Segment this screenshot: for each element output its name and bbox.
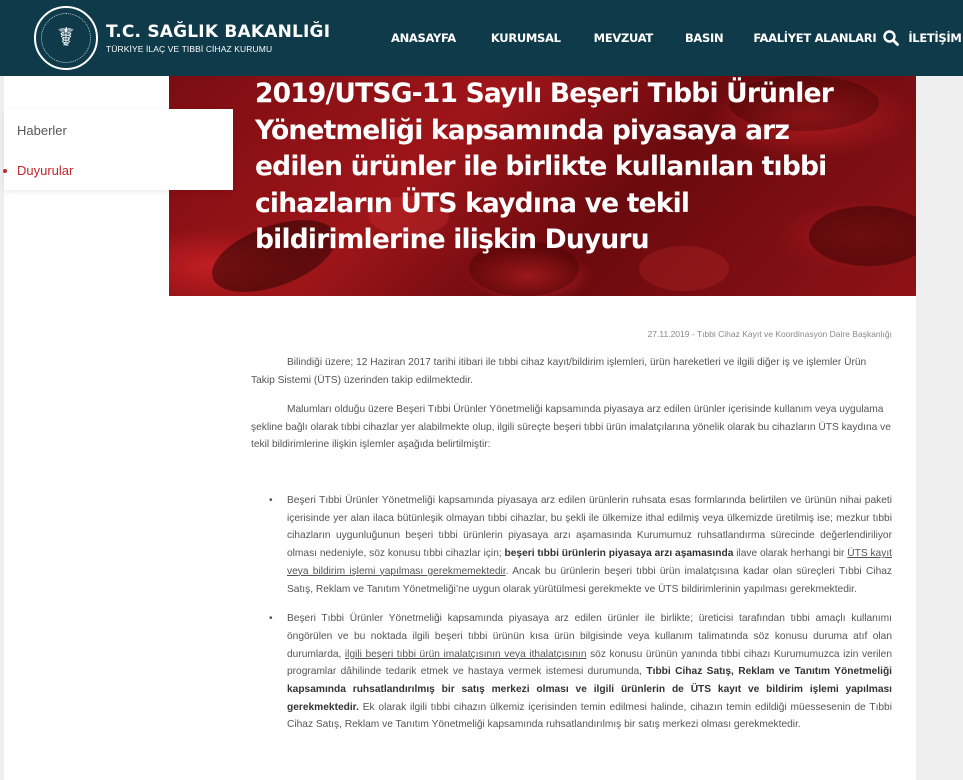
list-item: • Beşeri Tıbbi Ürünler Yönetmeliği kapsamında piyasaya arz edilen ürünlerin ruhsata esas formlarında belirtilen ve ürünün nihai paketi içerisinde yer alan ilaca bütünleşik olmayan tıbbi cihazlar, bu şekli ile ülkemize ithal edilmiş veya ülkemizde üretilmiş ise; mezkur tıbbi cihazların uygunluğunun beşeri tıbbi ürünlerin piyasaya arzı aşamasında Kurumumuz ruhsatlandırma sürecinde değerlendiriliyor olması nedeniyle, söz konusu tıbbi cihazlar için; beşeri tıbbi ürünlerin piyasaya arzı aşamasında ilave olarak herhangi bir ÜTS kayıt veya bildirim işlemi yapılması gerekmemektedir. Ancak bu ürünlerin beşeri tıbbi ürün imalatçısına kadar olan süreçleri Tıbbi Cihaz Satış, Reklam ve Tanıtım Yönetmeliği’ne uygun olarak yürütülmesi gerekmekte ve ÜTS bildirimlerinin yapılması gerekmektedir. [287, 492, 892, 598]
article-meta: 27.11.2019 - Tıbbi Cihaz Kayıt ve Koordinasyon Daire Başkanlığı [647, 329, 892, 339]
article-body [169, 296, 916, 780]
hero-banner [169, 76, 916, 296]
top-navigation-bar [0, 0, 963, 76]
brand-subtitle: TÜRKİYE İLAÇ VE TIBBİ CİHAZ KURUMU [106, 44, 273, 54]
article-paragraph: Bilindiği üzere; 12 Haziran 2017 tarihi itibari ile tıbbi cihaz kayıt/bildirim işlemleri, ürün hareketleri ve ilgili diğer iş ve işlemler Ürün Takip Sistemi (ÜTS) üzerinden takip edilmektedir. [251, 357, 867, 386]
search-icon[interactable] [882, 29, 900, 47]
nav-faaliyet-alanlari[interactable]: FAALİYET ALANLARI [753, 31, 877, 45]
nav-iletisim[interactable]: İLETİŞİM [908, 31, 962, 45]
emphasis-text: beşeri tıbbi ürünlerin piyasaya arzı aşamasında [504, 548, 734, 560]
underlined-text: ilgili beşeri tıbbi ürün imalatçısının veya ithalatçısının [344, 648, 587, 660]
sidebar-item-haberler[interactable]: Haberler [17, 123, 67, 138]
main-nav [370, 0, 962, 76]
article-paragraph: Malumları olduğu üzere Beşeri Tıbbi Ürünler Yönetmeliği kapsamında piyasaya arz edilen ürünler içerisinde kullanım veya uygulama şekline bağlı olarak tıbbi cihazlar yer alabilmekte olup, ilgili süreçte beşeri tıbbi ürün imalatçılarına yönelik olarak bu cihazların ÜTS kaydına ve tekil bildirimlerine ilişkin işlemler aşağıda belirtilmiştir: [251, 404, 891, 451]
nav-mevzuat[interactable]: MEVZUAT [593, 31, 653, 45]
nav-basin[interactable]: BASIN [684, 31, 724, 45]
brand-logo-link[interactable] [34, 6, 330, 70]
page-background [916, 296, 963, 780]
nav-anasayfa[interactable]: ANASAYFA [391, 31, 456, 45]
page-title: 2019/UTSG-11 Sayılı Beşeri Tıbbi Ürünler Yönetmeliği kapsamında piyasaya arz edilen ürünler ile birlikte kullanılan tıbbi cihazların ÜTS kaydına ve tekil bildirimlerine ilişkin Duyuru [255, 78, 834, 255]
underlined-text: ÜTS kayıt veya bildirim işlemi yapılması gerekmemektedir [287, 548, 892, 577]
sidebar-menu [4, 109, 233, 190]
brand-title: T.C. SAĞLIK BAKANLIĞI [106, 22, 331, 42]
article-bullet-list [287, 492, 892, 734]
emphasis-text: Tıbbi Cihaz Satış, Reklam ve Tanıtım Yönetmeliği kapsamında ruhsatlandırılmış bir satış merkezi olması ve ilgili ürünlerin de ÜTS kayıt ve bildirim işlemi yapılması gerekmektedir. [287, 666, 892, 713]
active-indicator [3, 169, 7, 173]
list-item: • Beşeri Tıbbi Ürünler Yönetmeliği kapsamında piyasaya arz edilen ürünler ile birlikte; üreticisi tarafından tıbbi amaçlı kullanımı öngörülen ve bu noktada ilgili beşeri tıbbi ürünün kısa ürün bilgisinde veya kullanım talimatında söz konusu duruma atıf olan durumlarda, ilgili beşeri tıbbi ürün imalatçısının veya ithalatçısının söz konusu ürünün yanında tıbbi cihazı Kurumumuzca izin verilen programlar dâhilinde tedarik etmek ve hastaya vermek istemesi durumunda, Tıbbi Cihaz Satış, Reklam ve Tanıtım Yönetmeliği kapsamında ruhsatlandırılmış bir satış merkezi olması ve ilgili ürünlerin de ÜTS kayıt ve bildirim işlemi yapılması gerekmektedir. Ek olarak ilgili tıbbi cihazın ülkemiz içerisinden temin edilmesi halinde, cihazın temin edildiği müessesenin de Tıbbi Cihaz Satış, Reklam ve Tanıtım Yönetmeliği kapsamında ruhsatlandırılmış bir satış merkezi olması gerekmektedir. [287, 610, 892, 734]
ministry-seal-icon: ☤ [34, 6, 98, 70]
nav-kurumsal[interactable]: KURUMSAL [490, 31, 561, 45]
sidebar-item-duyurular[interactable]: Duyurular [17, 163, 74, 178]
